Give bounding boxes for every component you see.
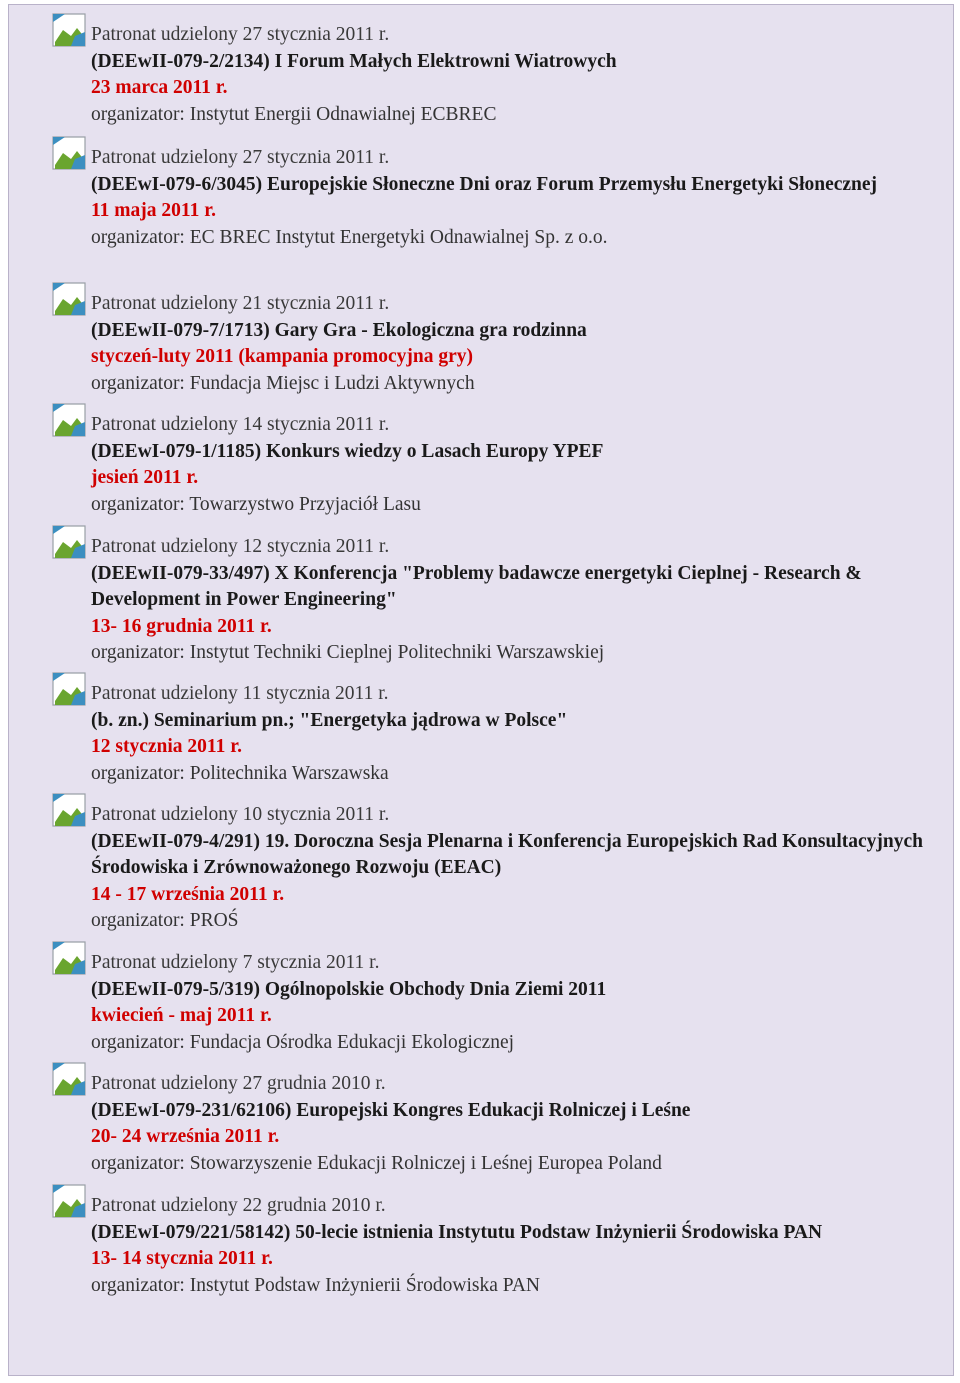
event-date: 23 marca 2011 r.	[91, 77, 228, 98]
event-organizer: organizator: Politechnika Warszawska	[91, 762, 389, 784]
document-landscape-icon	[51, 792, 87, 828]
event-date: 20- 24 września 2011 r.	[91, 1126, 280, 1147]
document-landscape-icon	[51, 281, 87, 317]
document-landscape-icon	[51, 671, 87, 707]
patronage-entry	[91, 291, 951, 397]
patronage-date: Patronat udzielony 14 stycznia 2011 r.	[91, 414, 390, 435]
event-organizer: organizator: Stowarzyszenie Edukacji Rolniczej i Leśnej Europea Poland	[91, 1152, 662, 1174]
patronage-entry	[91, 534, 951, 667]
patronage-date: Patronat udzielony 12 stycznia 2011 r.	[91, 536, 390, 557]
event-date: 11 maja 2011 r.	[91, 200, 216, 221]
event-title: (DEEwII-079-33/497) X Konferencja "Problemy badawcze energetyki Cieplnej - Research & Development in Power Engineering"	[91, 562, 862, 610]
patronage-entry	[91, 802, 951, 935]
event-title: (DEEwI-079-6/3045) Europejskie Słoneczne Dni oraz Forum Przemysłu Energetyki Słonecznej	[91, 173, 878, 195]
patronage-entry	[91, 1193, 951, 1299]
patronage-entry	[91, 950, 951, 1056]
patronage-entry	[91, 681, 951, 787]
document-landscape-icon	[51, 402, 87, 438]
document-landscape-icon	[51, 1183, 87, 1219]
patronage-date: Patronat udzielony 27 stycznia 2011 r.	[91, 24, 390, 45]
patronage-entry	[91, 412, 951, 518]
patronage-date: Patronat udzielony 27 stycznia 2011 r.	[91, 147, 390, 168]
event-organizer: organizator: PROŚ	[91, 910, 239, 931]
patronage-date: Patronat udzielony 10 stycznia 2011 r.	[91, 804, 390, 825]
patronage-date: Patronat udzielony 21 stycznia 2011 r.	[91, 293, 390, 314]
patronage-date: Patronat udzielony 7 stycznia 2011 r.	[91, 952, 380, 973]
patronage-date: Patronat udzielony 22 grudnia 2010 r.	[91, 1195, 386, 1216]
document-landscape-icon	[51, 12, 87, 48]
event-title: (DEEwII-079-5/319) Ogólnopolskie Obchody Dnia Ziemi 2011	[91, 978, 607, 1000]
event-organizer: organizator: Fundacja Miejsc i Ludzi Aktywnych	[91, 372, 475, 394]
event-title: (DEEwI-079-231/62106) Europejski Kongres Edukacji Rolniczej i Leśne	[91, 1099, 691, 1121]
event-title: (DEEwII-079-4/291) 19. Doroczna Sesja Plenarna i Konferencja Europejskich Rad Konsultacyjnych Środowiska i Zrównoważonego Rozwoju (EEAC)	[91, 830, 924, 878]
patronage-entry	[91, 1071, 951, 1177]
patronage-date: Patronat udzielony 27 grudnia 2010 r.	[91, 1073, 386, 1094]
document-landscape-icon	[51, 940, 87, 976]
event-date: 13- 14 stycznia 2011 r.	[91, 1248, 273, 1269]
document-landscape-icon	[51, 135, 87, 171]
event-organizer: organizator: Instytut Energii Odnawialnej ECBREC	[91, 103, 497, 125]
event-title: (DEEwI-079-1/1185) Konkurs wiedzy o Lasach Europy YPEF	[91, 440, 604, 462]
event-organizer: organizator: Instytut Podstaw Inżynierii Środowiska PAN	[91, 1274, 541, 1296]
event-title: (DEEwI-079/221/58142) 50-lecie istnienia Instytutu Podstaw Inżynierii Środowiska PAN	[91, 1221, 823, 1243]
document-landscape-icon	[51, 524, 87, 560]
event-organizer: organizator: EC BREC Instytut Energetyki Odnawialnej Sp. z o.o.	[91, 226, 608, 248]
document-page	[8, 4, 954, 1376]
event-date: 12 stycznia 2011 r.	[91, 736, 242, 757]
event-date: styczeń-luty 2011 (kampania promocyjna gry)	[91, 346, 474, 367]
event-title: (b. zn.) Seminarium pn.; "Energetyka jądrowa w Polsce"	[91, 709, 568, 731]
patronage-entry	[91, 145, 951, 251]
event-title: (DEEwII-079-7/1713) Gary Gra - Ekologiczna gra rodzinna	[91, 319, 587, 341]
event-date: jesień 2011 r.	[91, 467, 199, 488]
document-landscape-icon	[51, 1061, 87, 1097]
event-title: (DEEwII-079-2/2134) I Forum Małych Elektrowni Wiatrowych	[91, 50, 617, 72]
event-date: kwiecień - maj 2011 r.	[91, 1005, 272, 1026]
event-date: 14 - 17 września 2011 r.	[91, 883, 285, 905]
event-date: 13- 16 grudnia 2011 r.	[91, 615, 272, 637]
patronage-entry	[91, 22, 951, 128]
event-organizer: organizator: Instytut Techniki Cieplnej Politechniki Warszawskiej	[91, 642, 605, 663]
event-organizer: organizator: Towarzystwo Przyjaciół Lasu	[91, 493, 421, 515]
event-organizer: organizator: Fundacja Ośrodka Edukacji Ekologicznej	[91, 1031, 515, 1053]
patronage-date: Patronat udzielony 11 stycznia 2011 r.	[91, 683, 389, 704]
